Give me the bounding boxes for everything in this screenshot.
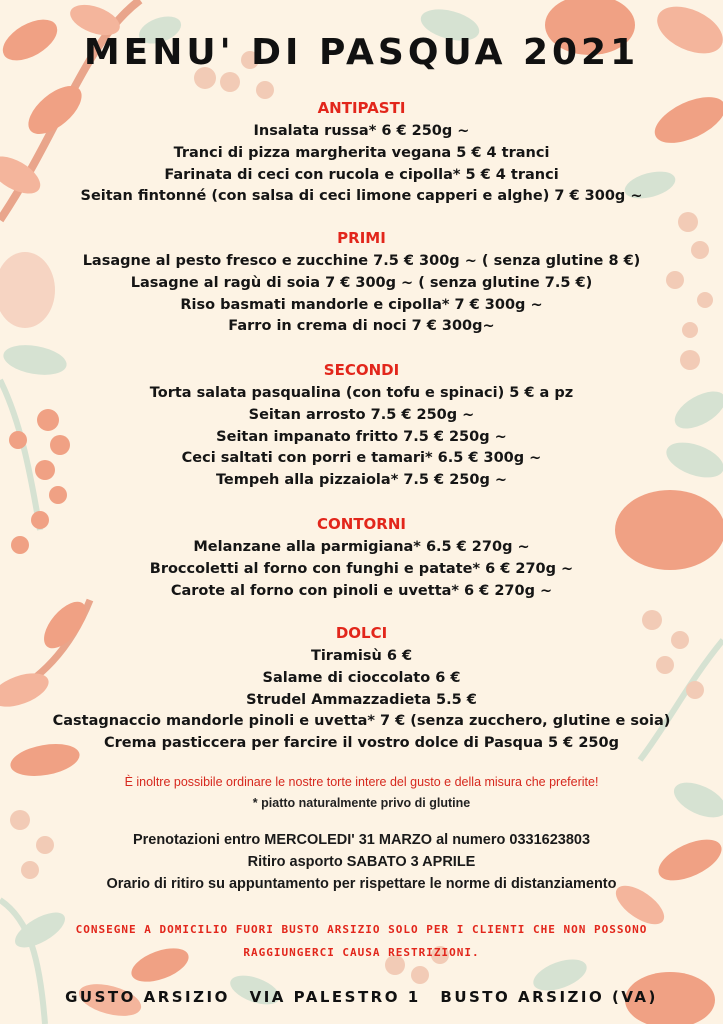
menu-item: Broccoletti al forno con funghi e patate* 6 € 270g ~ [149,560,574,577]
page-title: MENU' DI PASQUA 2021 [83,32,640,73]
section-heading: DOLCI [335,624,388,642]
menu-item: Ceci saltati con porri e tamari* 6.5 € 300g ~ [181,450,542,467]
section-heading: CONTORNI [317,515,406,533]
booking-info [0,829,723,895]
booking-deadline: Prenotazioni entro MERCOLEDI' 31 MARZO al numero 0331623803 [132,832,591,848]
section-dolci [0,623,723,755]
delivery-notice [40,918,683,964]
menu-item: Torta salata pasqualina (con tofu e spinaci) 5 € a pz [149,385,574,401]
menu-item: Farinata di ceci con rucola e cipolla* 5 € 4 tranci [164,166,559,183]
delivery-line-2: RAGGIUNGERCI CAUSA RESTRIZIONI. [243,946,480,959]
street-address: VIA PALESTRO 1 [249,988,421,1006]
menu-item: Tiramisù 6 € [310,648,413,664]
delivery-line-1: CONSEGNE A DOMICILIO FUORI BUSTO ARSIZIO SOLO PER I CLIENTI CHE NON POSSONO [75,923,648,936]
section-primi [0,228,723,338]
pickup-date: Ritiro asporto SABATO 3 APRILE [247,854,476,870]
menu-item: Tempeh alla pizzaiola* 7.5 € 250g ~ [215,472,508,489]
menu-item: Farro in crema di noci 7 € 300g~ [228,318,495,335]
menu-item: Carote al forno con pinoli e uvetta* 6 € 270g ~ [170,582,553,599]
menu-item: Seitan fintonné (con salsa di ceci limone capperi e alghe) 7 € 300g ~ [80,188,643,205]
menu-item: Tranci di pizza margherita vegana 5 € 4 tranci [173,144,550,161]
menu-item: Seitan arrosto 7.5 € 250g ~ [248,406,475,423]
menu-item: Lasagne al pesto fresco e zucchine 7.5 € 300g ~ ( senza glutine 8 €) [82,253,641,269]
menu-item: Crema pasticcera per farcire il vostro dolce di Pasqua 5 € 250g [104,735,619,752]
pickup-schedule: Orario di ritiro su appuntamento per rispettare le norme di distanziamento [106,876,617,892]
whole-cakes-note: È inoltre possibile ordinare le nostre torte intere del gusto e della misura che preferite! [124,775,599,789]
menu-item: Lasagne al ragù di soia 7 € 300g ~ ( senza glutine 7.5 €) [130,274,593,291]
menu-item: Insalata russa* 6 € 250g ~ [253,123,470,139]
business-name: GUSTO ARSIZIO [65,988,230,1006]
section-contorni [0,514,723,602]
city: BUSTO ARSIZIO (VA) [440,988,658,1006]
section-heading: SECONDI [323,361,400,379]
menu-item: Riso basmati mandorle e cipolla* 7 € 300g ~ [180,296,543,313]
menu-item: Strudel Ammazzadieta 5.5 € [246,691,477,708]
footer-address [0,988,723,1006]
gluten-free-note: * piatto naturalmente privo di glutine [252,796,471,810]
section-secondi [0,360,723,492]
section-heading: PRIMI [337,229,386,247]
menu-item: Melanzane alla parmigiana* 6.5 € 270g ~ [193,539,530,555]
menu-item: Seitan impanato fritto 7.5 € 250g ~ [216,428,507,445]
section-heading: ANTIPASTI [317,99,406,117]
section-antipasti [0,98,723,208]
menu-item: Salame di cioccolato 6 € [262,669,461,686]
menu-item: Castagnaccio mandorle pinoli e uvetta* 7 € (senza zucchero, glutine e soia) [52,713,671,730]
